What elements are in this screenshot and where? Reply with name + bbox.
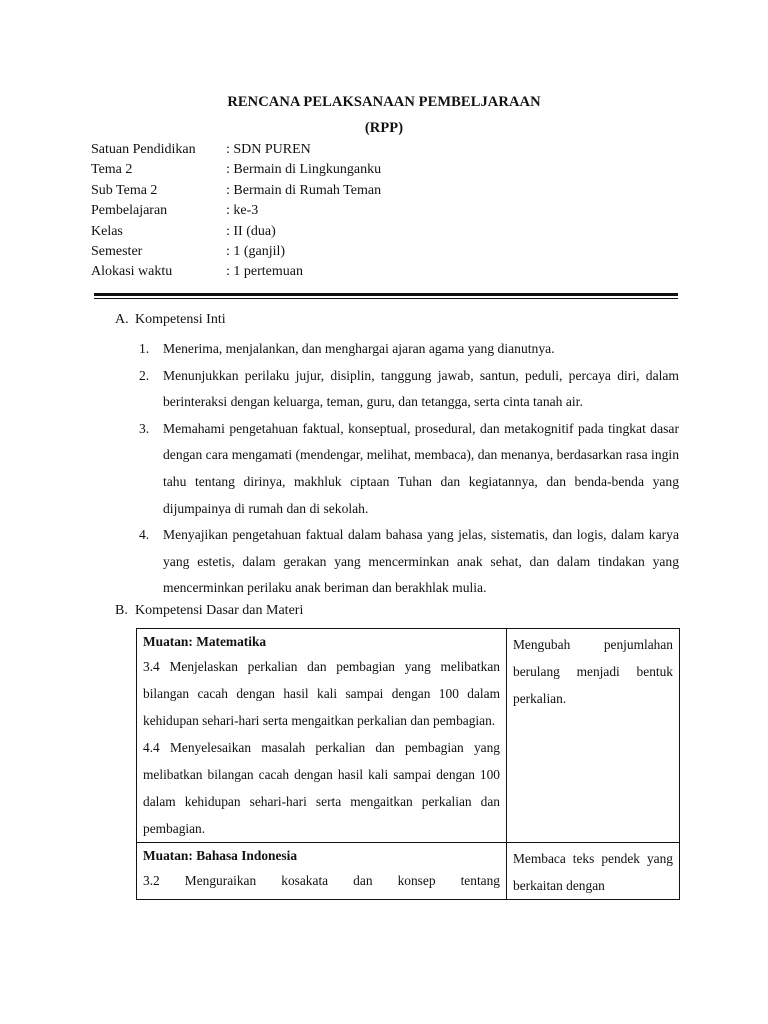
- info-row: [91, 201, 381, 221]
- info-row: [91, 242, 381, 262]
- header-divider-thin: [94, 298, 678, 299]
- info-row: [91, 140, 381, 160]
- list-item: [139, 416, 679, 522]
- materi-cell: [507, 629, 680, 843]
- list-item-text: Menyajikan pengetahuan faktual dalam bahasa yang jelas, sistematis, dan logis, dalam karya yang estetis, dalam gerakan yang mencerminkan anak sehat, dan dalam tindakan yang mencerminkan perilaku anak beriman dan berakhlak mulia.: [163, 527, 679, 596]
- list-item: [139, 363, 679, 416]
- list-item-number: 1.: [139, 341, 150, 356]
- info-value: : 1 pertemuan: [226, 264, 303, 280]
- section-title: Kompetensi Inti: [135, 312, 226, 327]
- section-heading-kompetensi-inti: [115, 312, 226, 328]
- info-label: Tema 2: [91, 162, 133, 178]
- info-value: : ke-3: [226, 203, 259, 219]
- info-label: Semester: [91, 243, 143, 259]
- info-row: [91, 160, 381, 180]
- kd-cell: [137, 843, 507, 900]
- list-item: [139, 336, 679, 363]
- materi-text: Mengubah penjumlahan berulang menjadi bentuk perkalian.: [513, 637, 673, 706]
- list-item-text: Menerima, menjalankan, dan menghargai ajaran agama yang dianutnya.: [163, 341, 555, 356]
- list-item-number: 2.: [139, 367, 150, 383]
- info-row: [91, 181, 381, 201]
- info-label: Satuan Pendidikan: [91, 142, 196, 157]
- kd-text: 4.4 Menyelesaikan masalah perkalian dan pembagian yang melibatkan bilangan cacah dengan hasil kali sampai dengan 100 dalam kehidupan sehari-hari serta mengaitkan perkalian dan pembagian.: [143, 740, 500, 836]
- info-label: Pembelajaran: [91, 203, 168, 219]
- info-label: Sub Tema 2: [91, 182, 158, 198]
- identity-block: [91, 140, 381, 283]
- list-item-number: 3.: [139, 420, 150, 436]
- table-row: [137, 629, 680, 843]
- info-label: Kelas: [91, 223, 123, 239]
- kompetensi-inti-list: [139, 336, 679, 602]
- list-item-number: 4.: [139, 527, 150, 543]
- info-value: : II (dua): [226, 223, 276, 239]
- table-row: [137, 843, 680, 900]
- kd-text: 3.2 Menguraikan kosakata dan konsep tentang: [143, 873, 500, 888]
- info-value: : 1 (ganjil): [226, 243, 286, 259]
- document-subtitle: (RPP): [364, 120, 404, 136]
- info-label: Alokasi waktu: [91, 264, 173, 280]
- muatan-heading: Muatan: Bahasa Indonesia: [143, 848, 298, 863]
- kompetensi-dasar-table: [136, 628, 680, 900]
- document-title: RENCANA PELAKSANAAN PEMBELJARAAN: [227, 94, 541, 110]
- materi-text: Membaca teks pendek yang berkaitan dengan: [513, 851, 673, 893]
- section-letter: B.: [115, 603, 128, 618]
- info-row: [91, 222, 381, 242]
- materi-cell: [507, 843, 680, 900]
- list-item-text: Memahami pengetahuan faktual, konseptual, prosedural, dan metakognitif pada tingkat dasar dengan cara mengamati (mendengar, melihat, membaca), dan menanya, berdasarkan rasa ingin tahu tentang dirinya, makhluk ciptaan Tuhan dan kegiatannya, dan benda-benda yang dijumpainya di rumah dan di sekolah.: [163, 420, 679, 516]
- section-letter: A.: [115, 312, 129, 327]
- kd-text: 3.4 Menjelaskan perkalian dan pembagian yang melibatkan bilangan cacah dengan hasil kali sampai dengan 100 dalam kehidupan sehari-hari serta mengaitkan perkalian dan pembagian.: [143, 659, 500, 728]
- section-title: Kompetensi Dasar dan Materi: [135, 603, 304, 618]
- info-value: : Bermain di Rumah Teman: [226, 182, 382, 198]
- info-value: : SDN PUREN: [226, 142, 311, 157]
- info-value: : Bermain di Lingkunganku: [226, 162, 382, 178]
- list-item-text: Menunjukkan perilaku jujur, disiplin, tanggung jawab, santun, peduli, percaya diri, dalam berinteraksi dengan keluarga, teman, guru, dan tetangga, serta cinta tanah air.: [163, 367, 679, 410]
- section-heading-kompetensi-dasar: [115, 603, 303, 619]
- kd-cell: [137, 629, 507, 843]
- list-item: [139, 522, 679, 602]
- info-row: [91, 262, 381, 282]
- header-divider-thick: [94, 293, 678, 296]
- muatan-heading: Muatan: Matematika: [143, 634, 267, 649]
